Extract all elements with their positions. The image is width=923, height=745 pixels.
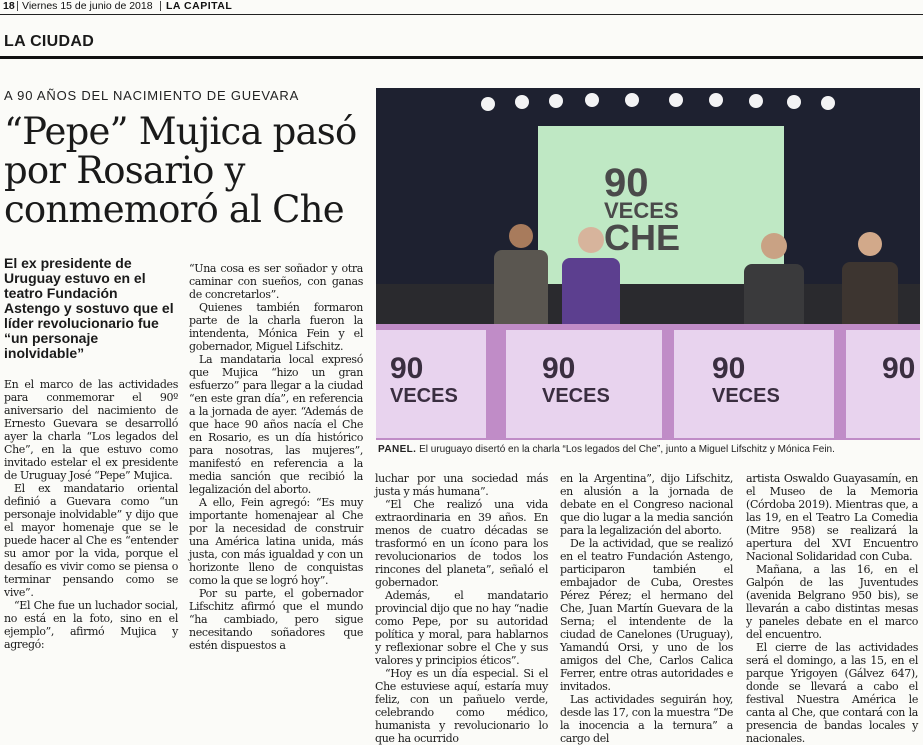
paragraph: “Hoy es un día especial. Si el Che estuviese aquí, estaría muy feliz, con un pañuelo verde, celebrando como médico, humanista y revolucionario lo que ha ocurrido (375, 667, 548, 745)
event-photo (376, 88, 920, 440)
article-headline: “Pepe” Mujica pasó por Rosario y conmemoró al Che (4, 110, 357, 231)
paragraph: “El Che fue un luchador social, no está en la foto, sino en el ejemplo”, afirmó Mujica y agregó: (4, 599, 178, 651)
paragraph: Mañana, a las 16, en el Galpón de las Juventudes (avenida Belgrano 950 bis), se llevarán a cabo distintas mesas y paneles debate en el marco del encuentro. (746, 563, 918, 641)
banner-word: VECES (542, 385, 610, 407)
page-number: 18 (3, 0, 15, 12)
header-divider (17, 1, 18, 11)
paragraph: “El Che realizó una vida extraordinaria en 39 años. En menos de cuatro décadas se trasformó en un ícono para los revolucionarios de todos los rincones del planeta”, señaló el gobernador. (375, 498, 548, 589)
page-header (0, 0, 923, 14)
screen-word-2: CHE (604, 217, 681, 258)
paragraph: artista Oswaldo Guayasamín, en el Museo de la Memoria (Córdoba 2019). Mientras que, a las 19, en el Teatro La Comedia (Mitre 958) se realizará la apertura del XVI Encuentro Nacional Solidaridad con Cuba. (746, 472, 918, 563)
paragraph: En el marco de las actividades para conmemorar el 90º aniversario del nacimiento de Ernesto Guevara se desarrolló ayer la charla “Los legados del Che”, en la que estuvo como invitado estelar el ex presidente de Uruguay José “Pepe” Mujica. (4, 378, 178, 482)
paragraph: en la Argentina”, dijo Lifschitz, en alusión a la jornada de debate en el Congreso nacional que dio lugar a la media sanción para la legalización del aborto. (560, 472, 733, 537)
issue-date: Viernes 15 de junio de 2018 (22, 0, 153, 12)
article-kicker: A 90 AÑOS DEL NACIMIENTO DE GUEVARA (4, 88, 300, 103)
screen-word-1: VECES (604, 198, 679, 223)
paragraph: El ex mandatario oriental definió a Guevara como “un personaje inolvidable” y dijo que el mayor homenaje que se le puede hacer al Che es “entender su amor por la vida, porque el desafío es vivir como se piensa o terminar pensando como se vive”. (4, 482, 178, 599)
paragraph: La mandataria local expresó que Mujica “hizo un gran esfuerzo” para llegar a la ciudad “en este gran día”, en referencia a la jornada de ayer. “Además de que hace 90 años nacía el Che en Rosario, es un día histórico para nosotras, las mujeres”, manifestó en referencia a la media sanción que recibió la legalización del aborto. (189, 353, 363, 496)
paragraph: Las actividades seguirán hoy, desde las 17, con la muestra “De la inocencia a la ternura” a cargo del (560, 693, 733, 745)
article-deck: El ex presidente de Uruguay estuvo en el teatro Fundación Astengo y sostuvo que el líder revolucionario fue “un personaje inolvidable” (4, 255, 174, 361)
banner-number: 90 (390, 352, 424, 385)
paragraph: Además, el mandatario provincial dijo que no hay “nadie como Pepe, por su autoridad política y moral, para hablarnos y reflexionar sobre el Che y sus valores y principios éticos”. (375, 589, 548, 667)
paragraph: luchar por una sociedad más justa y más humana”. (375, 472, 548, 498)
banner-word: VECES (712, 385, 780, 407)
article-column-1 (4, 378, 178, 651)
banner-word: VECES (390, 385, 458, 407)
screen-number: 90 (604, 161, 649, 205)
publication-name: LA CAPITAL (166, 0, 233, 12)
article-column-3 (375, 472, 548, 745)
paragraph: De la actividad, que se realizó en el teatro Fundación Astengo, participaron también el embajador de Cuba, Orestes Pérez Pérez; el hermano del Che, Juan Martín Guevara de la Serna; el intendente de la ciudad de Canelones (Uruguay), Yamandú Orsi, y uno de los amigos del Che, Carlos Calica Ferrer, entre otras autoridades e invitados. (560, 537, 733, 693)
banner-number: 90 (882, 352, 916, 385)
section-rule (0, 56, 923, 59)
paragraph: Por su parte, el gobernador Lifschitz afirmó que el mundo “ha cambiado, pero sigue necesitando soñadores que estén dispuestos a (189, 587, 363, 652)
article-column-2 (189, 262, 363, 652)
stage-illustration (376, 88, 920, 440)
banner-number: 90 (712, 352, 746, 385)
section-title: LA CIUDAD (4, 33, 95, 50)
paragraph: Quienes también formaron parte de la charla fueron la intendenta, Mónica Fein y el gobernador, Miguel Lifschitz. (189, 301, 363, 353)
paragraph: “Una cosa es ser soñador y otra caminar con sueños, con ganas de concretarlos”. (189, 262, 363, 301)
caption-label: PANEL. (378, 444, 417, 455)
header-divider (160, 1, 161, 11)
paragraph: A ello, Fein agregó: “Es muy importante homenajear al Che por la necesidad de construir una América latina unida, más justa, con más igualdad y con un horizonte lleno de conquistas como la que se logró hoy”. (189, 496, 363, 587)
article-column-4 (560, 472, 733, 745)
photo-caption (378, 444, 918, 455)
caption-text: El uruguayo disertó en la charla “Los legados del Che”, junto a Miguel Lifschitz y Mónica Fein. (419, 444, 835, 455)
header-rule (0, 14, 923, 15)
paragraph: El cierre de las actividades será el domingo, a las 15, en el parque Yrigoyen (Gálvez 647), donde se llevará a cabo el festival Nuestra América le canta al Che, que contará con la presencia de bandas locales y nacionales. (746, 641, 918, 745)
banner-number: 90 (542, 352, 576, 385)
article-column-5 (746, 472, 918, 745)
